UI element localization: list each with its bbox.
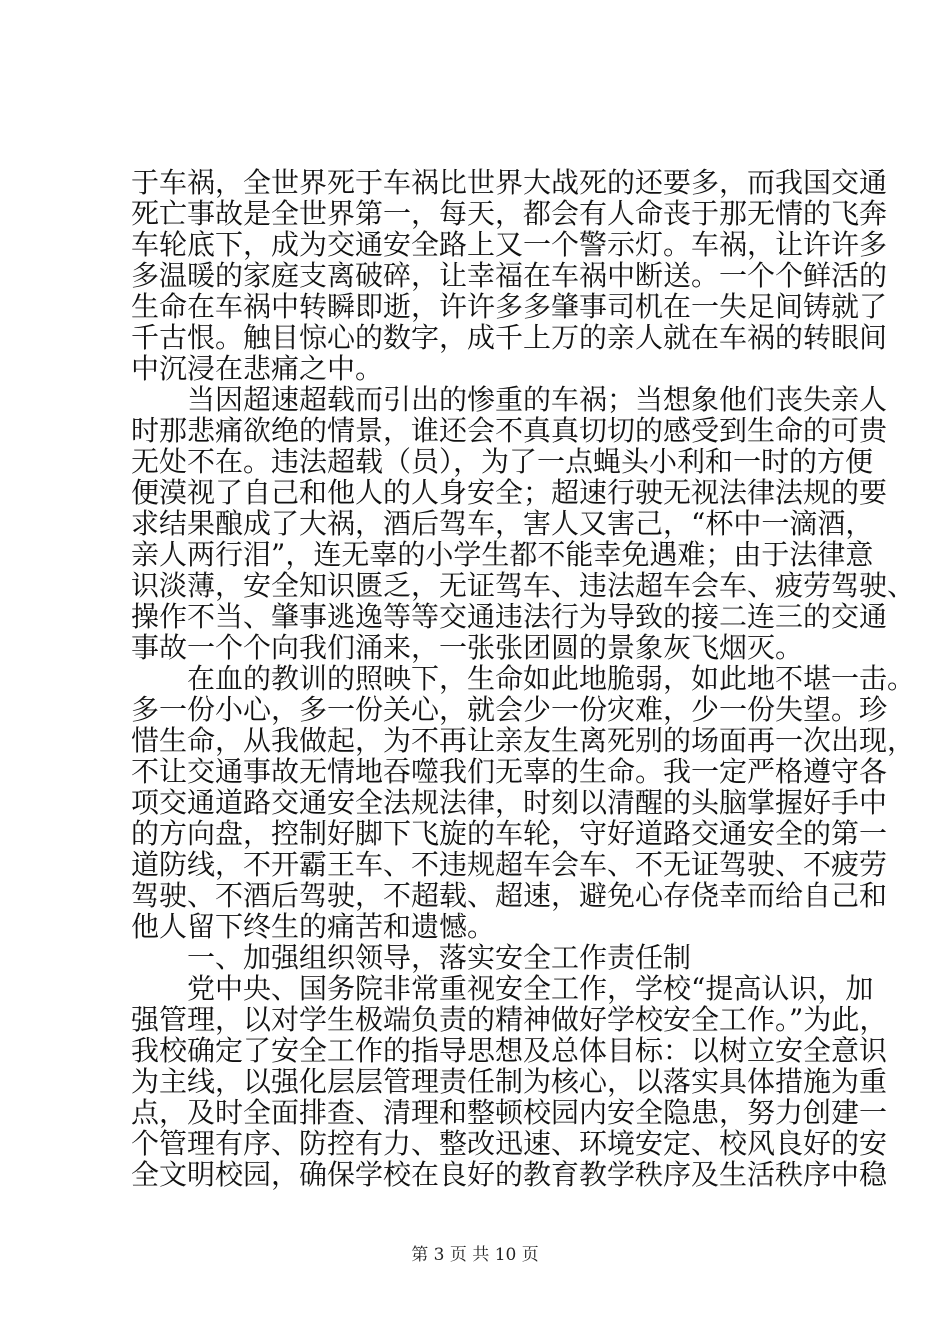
body-text bbox=[131, 166, 916, 1191]
text-line: 多温暖的家庭支离破碎，让幸福在车祸中断送。一个个鲜活的 bbox=[131, 259, 888, 292]
text-line: 强管理，以对学生极端负责的精神做好学校安全工作。”为此， bbox=[131, 1003, 888, 1036]
text-line: 生命在车祸中转瞬即逝，许许多多肇事司机在一失足间铸就了 bbox=[131, 290, 888, 323]
text-line: 项交通道路交通安全法规法律，时刻以清醒的头脑掌握好手中 bbox=[131, 786, 888, 819]
text-line: 识淡薄，安全知识匮乏，无证驾车、违法超车会车、疲劳驾驶、 bbox=[131, 569, 916, 602]
text-line: 全文明校园，确保学校在良好的教育教学秩序及生活秩序中稳 bbox=[131, 1158, 888, 1191]
text-line: 多一份小心，多一份关心，就会少一份灾难，少一份失望。珍 bbox=[131, 693, 888, 726]
text-line: 于车祸，全世界死于车祸比世界大战死的还要多，而我国交通 bbox=[131, 166, 888, 199]
text-line: 时那悲痛欲绝的情景，谁还会不真真切切的感受到生命的可贵 bbox=[131, 414, 888, 447]
text-line: 事故一个个向我们涌来，一张张团圆的景象灰飞烟灭。 bbox=[131, 631, 804, 664]
text-line: 车轮底下，成为交通安全路上又一个警示灯。车祸，让许许多 bbox=[131, 228, 888, 261]
text-line: 亲人两行泪”，连无辜的小学生都不能幸免遇难；由于法律意 bbox=[131, 538, 874, 571]
text-line: 他人留下终生的痛苦和遗憾。 bbox=[131, 910, 496, 943]
text-line: 个管理有序、防控有力、整改迅速、环境安定、校风良好的安 bbox=[131, 1127, 888, 1160]
text-line: 为主线，以强化层层管理责任制为核心，以落实具体措施为重 bbox=[131, 1065, 888, 1098]
text-line: 我校确定了安全工作的指导思想及总体目标：以树立安全意识 bbox=[131, 1034, 888, 1067]
text-line: 驾驶、不酒后驾驶，不超载、超速，避免心存侥幸而给自己和 bbox=[131, 879, 888, 912]
text-line: 便漠视了自己和他人的人身安全；超速行驶无视法律法规的要 bbox=[131, 476, 888, 509]
text-line: 一、加强组织领导，落实安全工作责任制 bbox=[187, 941, 692, 974]
text-line: 的方向盘，控制好脚下飞旋的车轮，守好道路交通安全的第一 bbox=[131, 817, 888, 850]
text-line: 操作不当、肇事逃逸等等交通违法行为导致的接二连三的交通 bbox=[131, 600, 888, 633]
text-line: 在血的教训的照映下，生命如此地脆弱，如此地不堪一击。 bbox=[187, 662, 916, 695]
text-line: 党中央、国务院非常重视安全工作，学校“提高认识，加 bbox=[187, 972, 874, 1005]
text-line: 不让交通事故无情地吞噬我们无辜的生命。我一定严格遵守各 bbox=[131, 755, 888, 788]
text-line: 道防线，不开霸王车、不违规超车会车、不无证驾驶、不疲劳 bbox=[131, 848, 888, 881]
text-line: 死亡事故是全世界第一，每天，都会有人命丧于那无情的飞奔 bbox=[131, 197, 888, 230]
text-line: 无处不在。违法超载（员），为了一点蝇头小利和一时的方便 bbox=[131, 445, 874, 478]
text-line: 求结果酿成了大祸，酒后驾车，害人又害己，“杯中一滴酒， bbox=[131, 507, 874, 540]
text-line: 中沉浸在悲痛之中。 bbox=[131, 352, 384, 385]
page-footer: 第 3 页 共 10 页 bbox=[411, 1245, 539, 1265]
text-line: 当因超速超载而引出的惨重的车祸；当想象他们丧失亲人 bbox=[187, 383, 888, 416]
text-line: 点，及时全面排查、清理和整顿校园内安全隐患，努力创建一 bbox=[131, 1096, 888, 1129]
text-line: 千古恨。触目惊心的数字，成千上万的亲人就在车祸的转眼间 bbox=[131, 321, 888, 354]
text-line: 惜生命，从我做起，为不再让亲友生离死别的场面再一次出现， bbox=[131, 724, 916, 757]
